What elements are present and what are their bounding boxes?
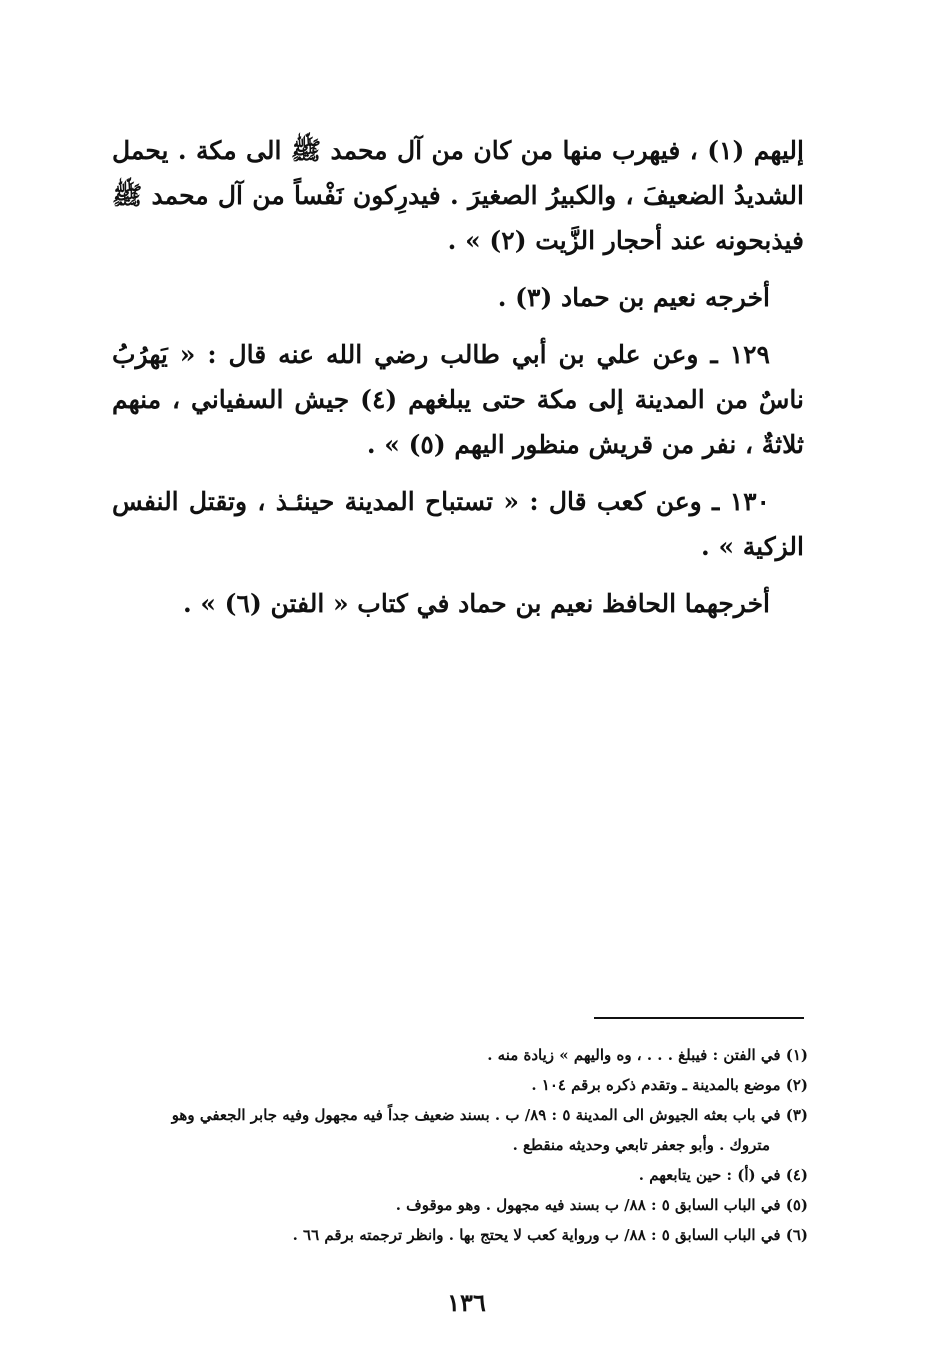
paragraph-continuation: إليهم (١) ، فيهرب منها من كان من آل محمد ﷺ الى مكة . يحمل الشديدُ الضعيفَ ، والكبيرُ الصغيرَ . فيدرِكون نَفْساً من آل محمد ﷺ فيذبحونه عند أحجار الزَّيت (٢) » . [112, 136, 804, 255]
paragraph-source-note-2: أخرجهما الحافظ نعيم بن حماد في كتاب « الفتن (٦) » . [182, 589, 770, 618]
paragraph-hadith-130: ١٣٠ ـ وعن كعب قال : « تستباح المدينة حينئـذ ، وتقتل النفس الزكية » . [112, 487, 804, 561]
footnote-1: (١) في الفتن : فيبلغ . . . ، وه واليهم » زيادة منه . [487, 1046, 808, 1064]
page-number: ١٣٦ [447, 1288, 486, 1317]
footnote-4: (٤) في (أ) : حين يتابعهم . [638, 1166, 808, 1184]
main-text-body [112, 128, 804, 638]
footnote-3-continuation: متروك . وأبو جعفر تابعي وحديثه منقطع . [512, 1136, 770, 1154]
paragraph-source-note: أخرجه نعيم بن حماد (٣) . [497, 283, 770, 312]
footnote-5: (٥) في الباب السابق ٥ : ٨٨/ ب بسند فيه مجهول . وهو موقوف . [395, 1196, 808, 1214]
paragraph-hadith-129: ١٢٩ ـ وعن علي بن أبي طالب رضي الله عنه قال : « يَهرُبُ ناسٌ من المدينة إلى مكة حتى يبلغهم (٤) جيش السفياني ، منهم ثلاثةٌ ، نفر من قريش منظور اليهم (٥) » . [112, 340, 804, 459]
footnote-3: (٣) في باب بعثه الجيوش الى المدينة ٥ : ٨٩/ ب . بسند ضعيف جداً فيه مجهول وفيه جابر الجعفي وهو [171, 1106, 808, 1124]
footnotes-section [112, 1040, 808, 1250]
footnote-2: (٢) موضع بالمدينة ـ وتقدم ذكره برقم ١٠٤ . [531, 1076, 808, 1094]
footnote-6: (٦) في الباب السابق ٥ : ٨٨/ ب ورواية كعب لا يحتج بها . وانظر ترجمته برقم ٦٦ . [292, 1226, 808, 1244]
footnote-separator [594, 1017, 804, 1019]
